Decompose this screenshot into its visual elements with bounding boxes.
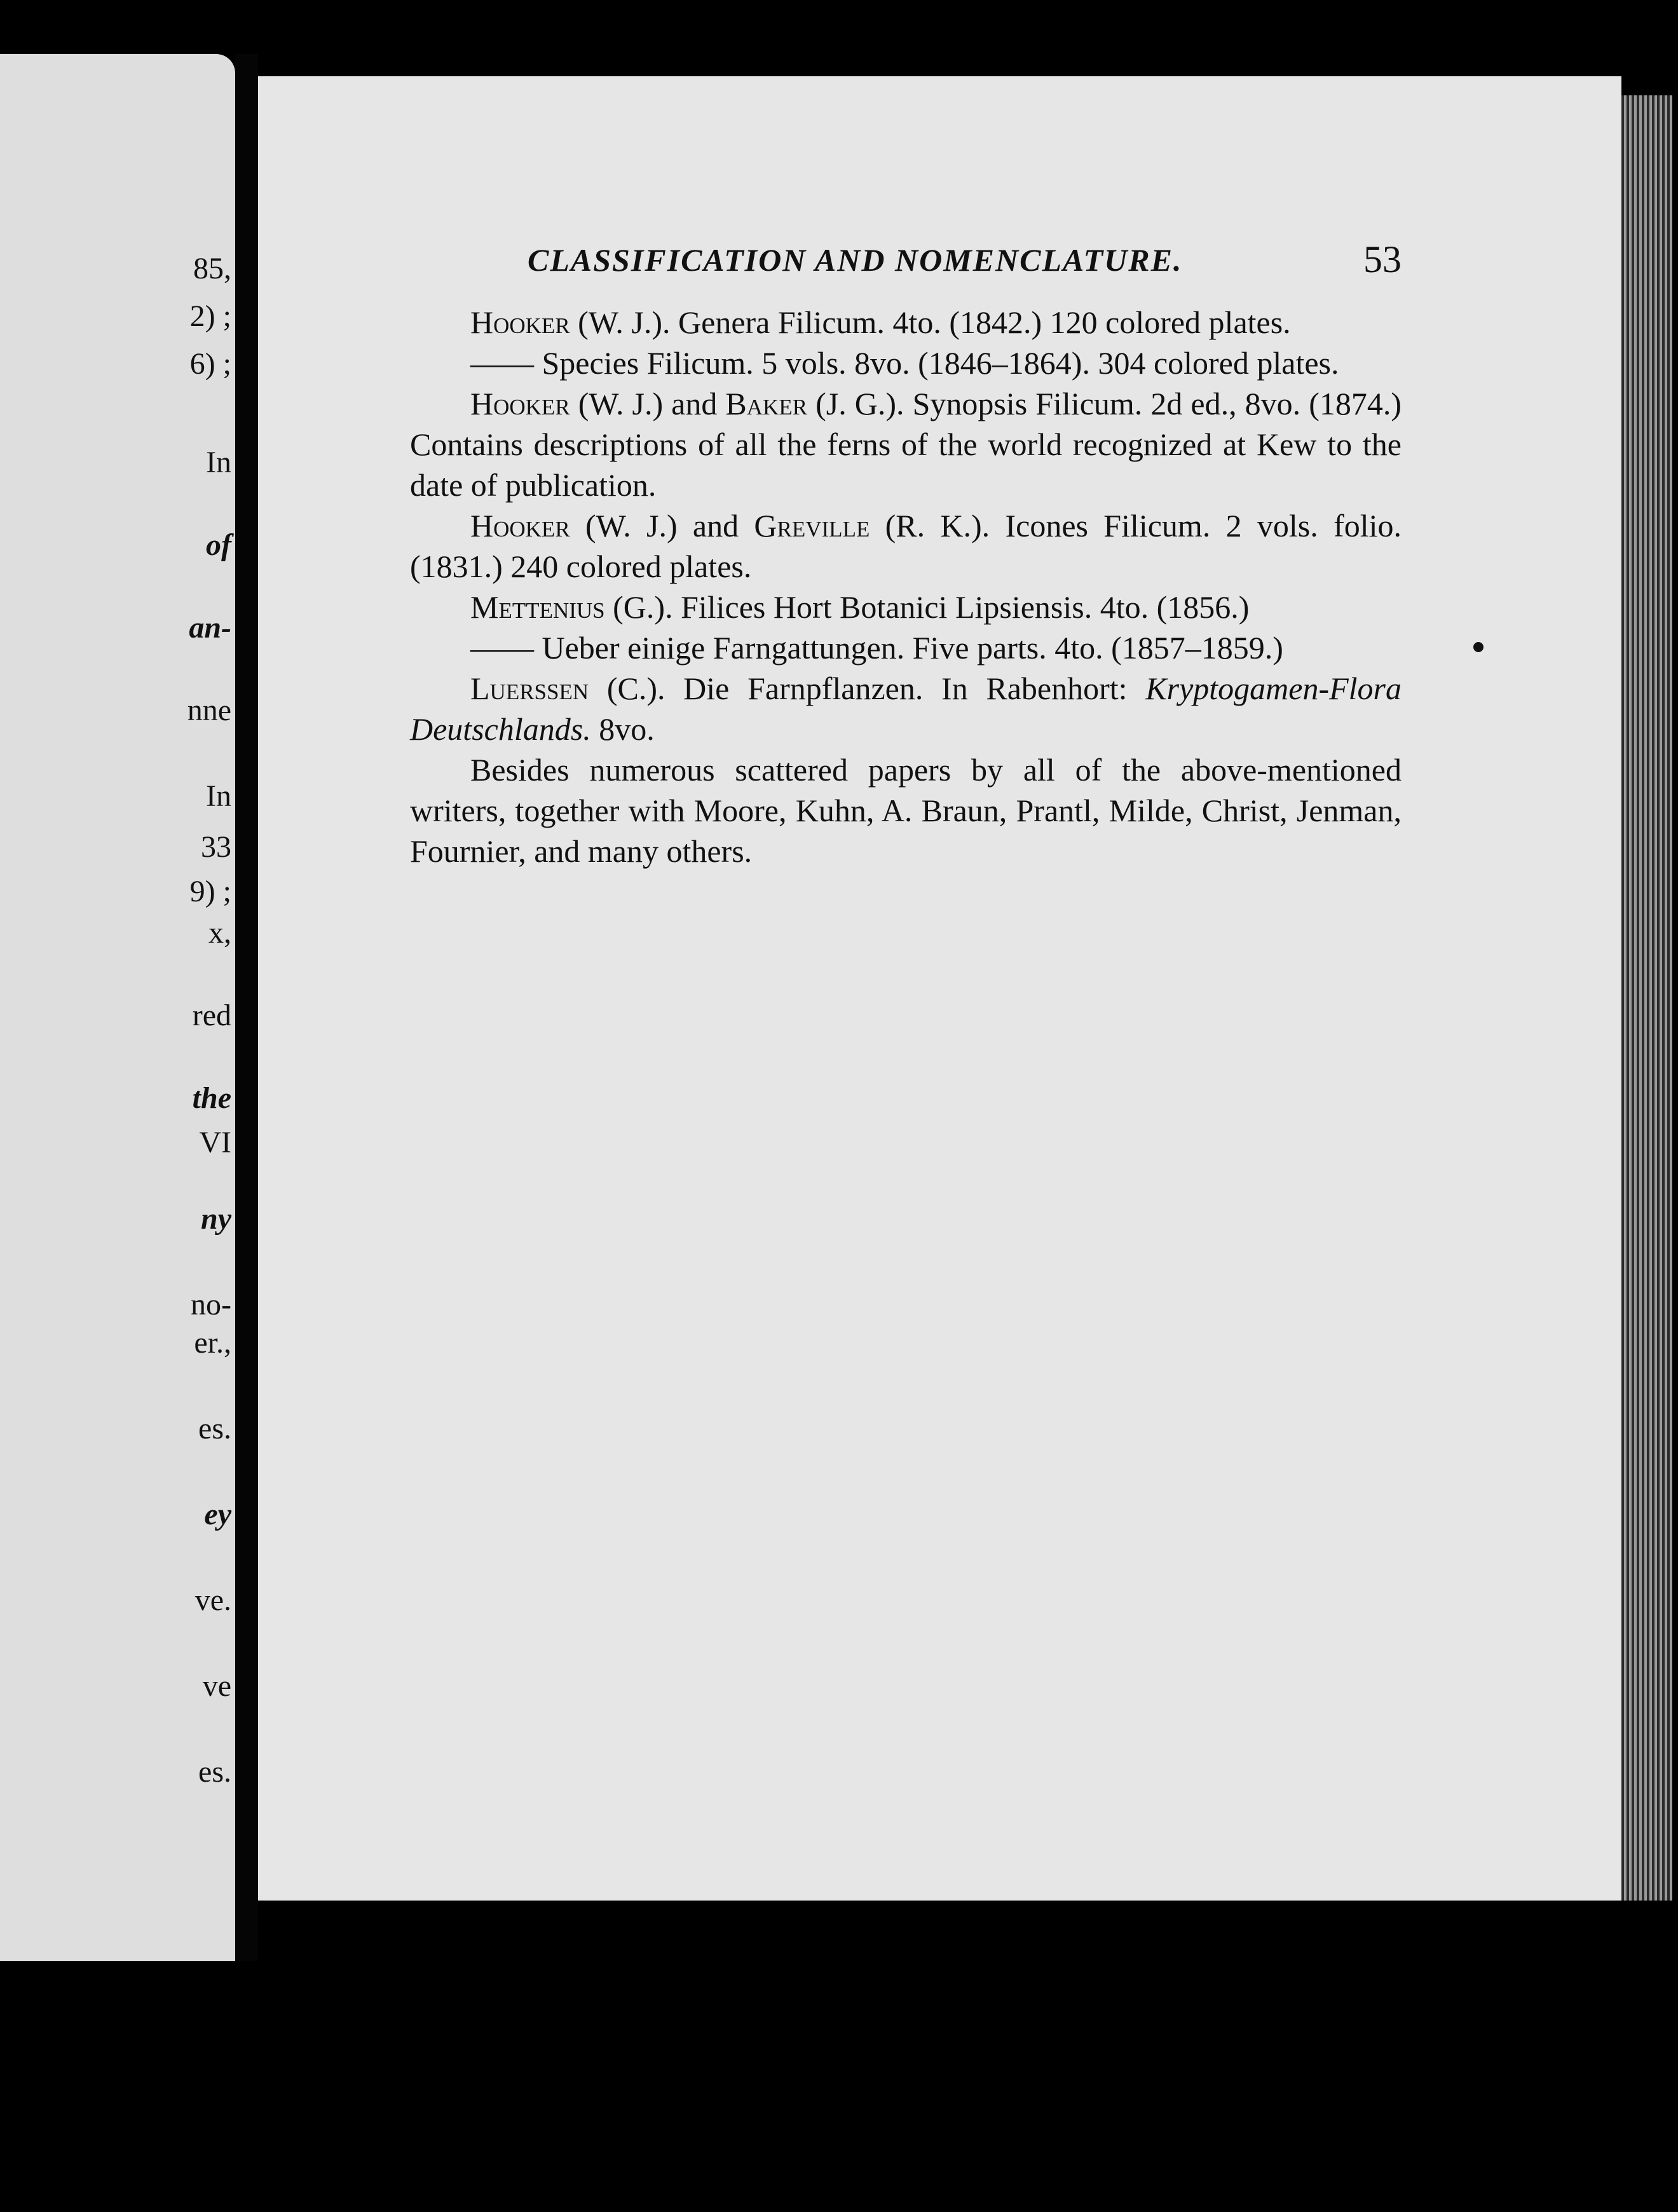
entry-text: (G.). Filices Hort Botanici Lipsiensis. 4to. (1856.) <box>604 589 1250 625</box>
entry-author: Luerssen <box>470 671 589 706</box>
left-page-fragment: ve. <box>194 1583 231 1617</box>
page-edges <box>1621 95 1672 1901</box>
left-page-fragment: In <box>206 779 231 813</box>
left-page-fragment: er., <box>194 1326 231 1360</box>
entry-species-filicum <box>410 343 1402 383</box>
entry-hooker-greville <box>410 505 1402 587</box>
left-page-fragment: es. <box>198 1755 231 1789</box>
left-page-fragment: In <box>206 446 231 479</box>
left-page-fragment: ny <box>201 1202 231 1236</box>
entry-farngattungen <box>410 627 1402 668</box>
bibliography-text <box>410 302 1402 871</box>
left-page-fragment: 9) ; <box>189 875 231 908</box>
entry-text: Besides numerous scattered papers by all of the above-mentioned writers, together with Moore, Kuhn, A. Braun, Prantl, Milde, Christ, Jenman, Fournier, and many others. <box>410 752 1402 869</box>
left-page-fragment: 85, <box>193 252 231 285</box>
left-page-fragment: an- <box>189 611 231 645</box>
entry-text: (W. J.). Genera Filicum. 4to. (1842.) 120 colored plates. <box>570 304 1291 340</box>
left-page-fragment: the <box>192 1081 231 1115</box>
entry-second-author: Greville <box>754 508 870 543</box>
entry-closing-note <box>410 749 1402 871</box>
entry-mettenius <box>410 587 1402 627</box>
entry-author: Mettenius <box>470 589 605 625</box>
left-page-fragment: VI <box>199 1126 231 1159</box>
entry-hooker-baker <box>410 383 1402 505</box>
entry-text-2: (R. K.). Icones Filicum. 2 vols. folio. (1831.) 240 colored plates. <box>410 508 1402 584</box>
entry-text-2: (J. G.). Synopsis Filicum. 2d ed., 8vo. (1874.) Contains descriptions of all the ferns of the world recognized at Kew to the date of publication. <box>410 386 1402 503</box>
entry-author: Hooker <box>470 304 570 340</box>
running-header: CLASSIFICATION AND NOMENCLATURE. <box>528 242 1183 278</box>
book-gutter <box>235 54 258 1961</box>
left-page-fragment: 6) ; <box>189 347 231 381</box>
entry-hooker-genera <box>410 302 1402 343</box>
entry-author: Hooker <box>470 508 570 543</box>
entry-text: (W. J.) and <box>570 508 754 543</box>
entry-italic-title: Kryptogamen-Flora Deutschlands. <box>410 671 1402 747</box>
entry-luerssen <box>410 668 1402 749</box>
entry-text: (C.). Die Farnpflanzen. In Rabenhort: <box>589 671 1146 706</box>
left-page-fragment: 2) ; <box>189 299 231 333</box>
entry-author: Hooker <box>470 386 570 421</box>
left-page-fragment: x, <box>208 916 231 950</box>
entry-second-author: Baker <box>725 386 808 421</box>
left-page <box>0 54 235 1961</box>
left-page-fragment: 33 <box>201 830 231 864</box>
left-page-fragment: ve <box>202 1669 231 1703</box>
entry-text: —— Species Filicum. 5 vols. 8vo. (1846–1864). 304 colored plates. <box>470 345 1339 381</box>
left-page-fragment: es. <box>198 1412 231 1445</box>
entry-tail: 8vo. <box>590 711 655 747</box>
page-number: 53 <box>1363 238 1402 280</box>
ink-dot <box>1473 642 1484 652</box>
entry-text: (W. J.) and <box>570 386 726 421</box>
left-page-fragment: of <box>206 528 231 562</box>
left-page-fragment: nne <box>187 693 231 727</box>
left-page-fragment: ey <box>204 1498 231 1531</box>
left-page-fragment: red <box>192 999 231 1032</box>
left-page-fragment: no- <box>191 1288 231 1321</box>
entry-text: —— Ueber einige Farngattungen. Five parts. 4to. (1857–1859.) <box>470 630 1283 666</box>
